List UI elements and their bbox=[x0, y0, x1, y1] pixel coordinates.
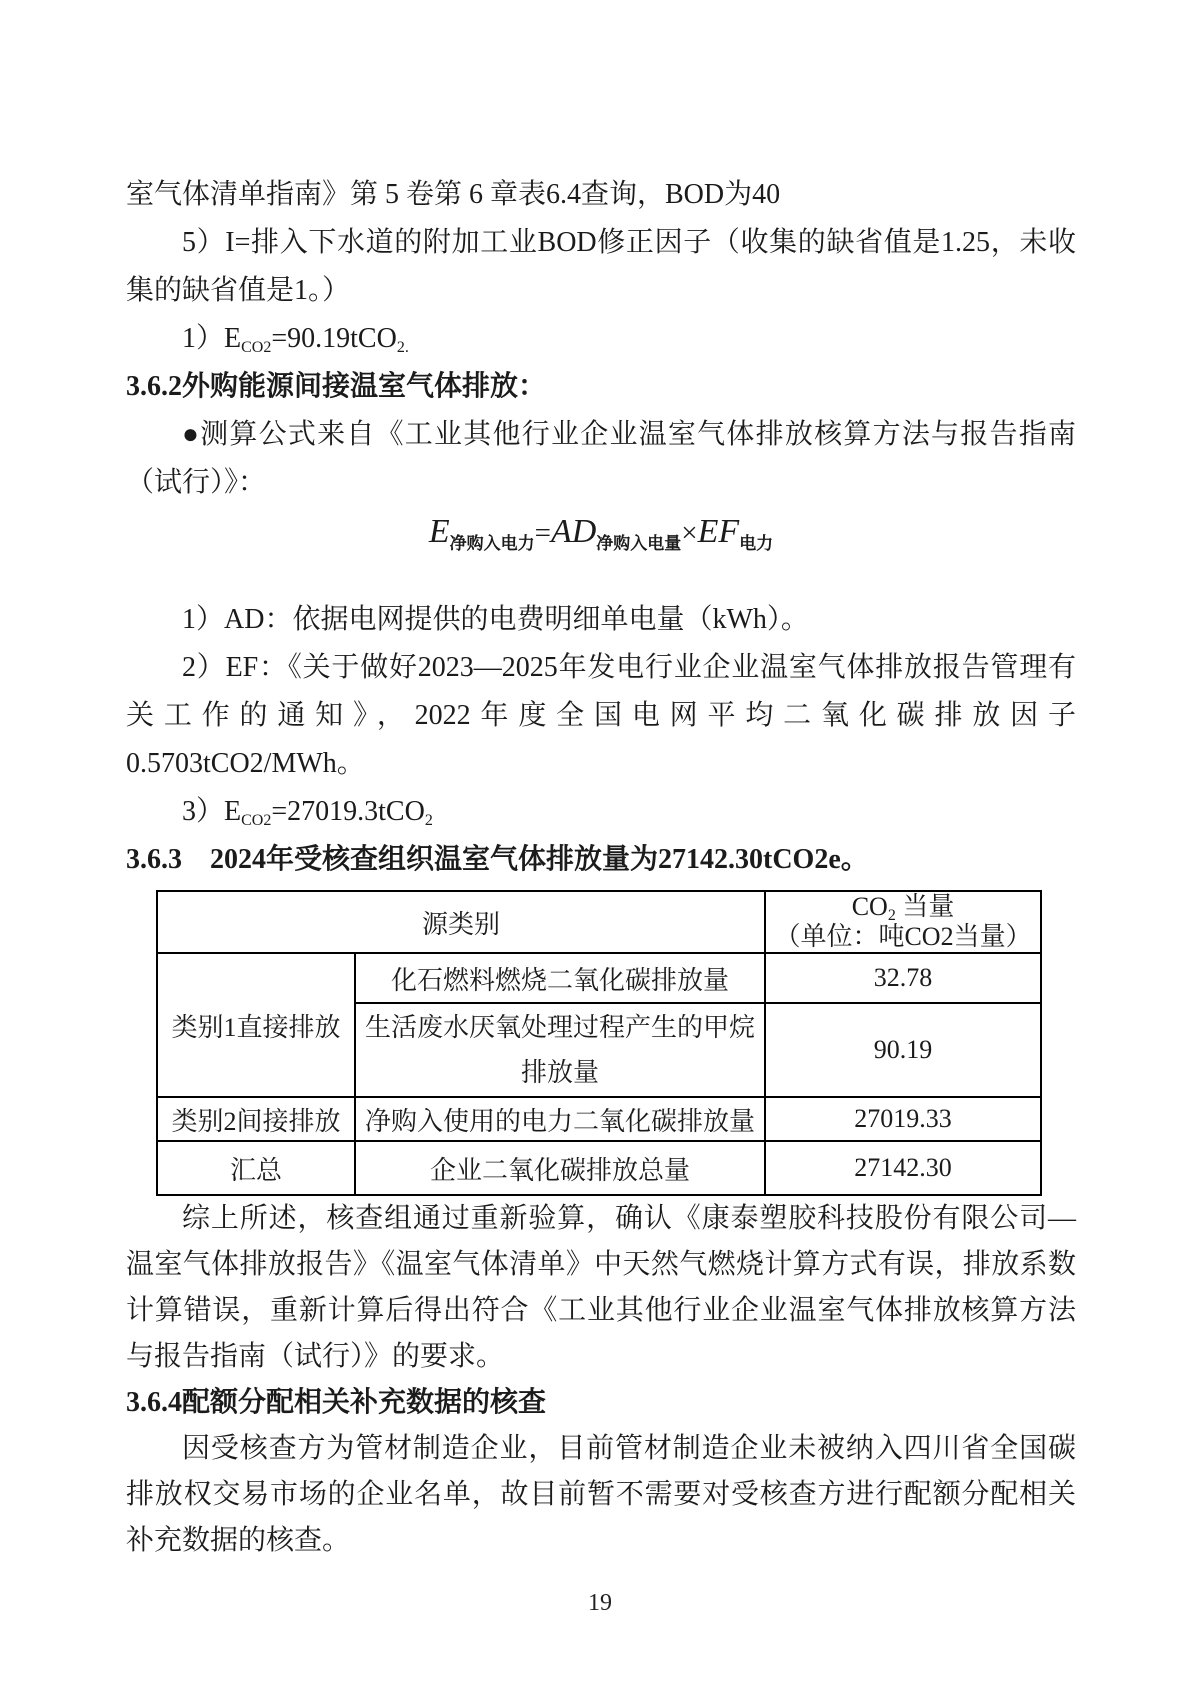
elec-result-label: 3） bbox=[182, 796, 225, 827]
section-heading-364: 3.6.4配额分配相关补充数据的核查 bbox=[126, 1387, 547, 1418]
list-item-ef-definition: 2）EF：《关于做好2023—2025年发电行业企业温室气体排放报告管理有关工作的通知》，2022年度全国电网平均二氧化碳排放因子0.5703tCO2/MWh。 bbox=[126, 652, 1076, 779]
table-header-co2-equivalent bbox=[765, 891, 1041, 953]
paragraph-formula-source: ●测算公式来自《工业其他行业企业温室气体排放核算方法与报告指南（试行）》： bbox=[126, 419, 1076, 498]
cell-value-purchased-electricity: 27019.33 bbox=[765, 1097, 1041, 1141]
cell-source-wastewater-methane: 生活废水厌氧处理过程产生的甲烷排放量 bbox=[355, 1003, 765, 1097]
ch4-result-value-subscript: 2. bbox=[396, 339, 409, 356]
co2-equivalent-title bbox=[772, 892, 1034, 922]
equation-lhs-symbol: E bbox=[428, 513, 450, 550]
list-item-electricity-result bbox=[126, 788, 1076, 836]
table-row bbox=[157, 953, 1041, 1003]
equation-ad-symbol: AD bbox=[550, 513, 597, 550]
elec-result-value-subscript: 2 bbox=[424, 812, 433, 829]
emissions-summary-table bbox=[156, 890, 1042, 1196]
equation-multiply-sign: × bbox=[681, 517, 698, 549]
ch4-result-value: =90.19tCO bbox=[271, 323, 397, 354]
table-header-row bbox=[157, 891, 1041, 953]
page-content bbox=[126, 171, 1076, 1564]
cell-category-total: 汇总 bbox=[157, 1141, 355, 1195]
co2-label-pre: CO bbox=[851, 892, 888, 921]
co2-label-post: 当量 bbox=[895, 892, 955, 921]
equation-ef-subscript: 电力 bbox=[739, 534, 774, 553]
page-number: 19 bbox=[588, 1590, 612, 1616]
paragraph-carryover: 室气体清单指南》第 5 卷第 6 章表6.4查询，BOD为40 bbox=[126, 179, 781, 210]
table-header-source-category: 源类别 bbox=[157, 891, 765, 953]
co2-equivalent-unit: （单位：吨CO2当量） bbox=[774, 922, 1032, 951]
ch4-result-symbol: E bbox=[224, 323, 242, 354]
cell-source-total: 企业二氧化碳排放总量 bbox=[355, 1141, 765, 1195]
table-row bbox=[157, 1097, 1041, 1141]
equation-net-purchased-electricity bbox=[126, 513, 1076, 563]
ch4-result-symbol-subscript: CO2 bbox=[241, 339, 272, 356]
ch4-result-label: 1） bbox=[182, 323, 225, 354]
cell-category-indirect: 类别2间接排放 bbox=[157, 1097, 355, 1141]
list-item-ch4-result bbox=[126, 315, 1076, 363]
section-heading-362: 3.6.2外购能源间接温室气体排放： bbox=[126, 371, 547, 402]
cell-category-direct: 类别1直接排放 bbox=[157, 953, 355, 1097]
table-row bbox=[157, 1141, 1041, 1195]
equation-ef-symbol: EF bbox=[697, 513, 740, 550]
co2-label-subscript: 2 bbox=[887, 907, 896, 924]
paragraph-quota-allocation: 因受核查方为管材制造企业，目前管材制造企业未被纳入四川省全国碳排放权交易市场的企业名单，故目前暂不需要对受核查方进行配额分配相关补充数据的核查。 bbox=[126, 1433, 1076, 1556]
list-item-bod-factor: 5）I=排入下水道的附加工业BOD修正因子（收集的缺省值是1.25，未收集的缺省值是1。） bbox=[126, 227, 1076, 306]
cell-value-total: 27142.30 bbox=[765, 1141, 1041, 1195]
cell-value-fossil-fuel: 32.78 bbox=[765, 953, 1041, 1003]
section-heading-363: 3.6.3 2024年受核查组织温室气体排放量为27142.30tCO2e。 bbox=[126, 844, 869, 875]
elec-result-value: =27019.3tCO bbox=[271, 796, 425, 827]
cell-value-wastewater-methane: 90.19 bbox=[765, 1003, 1041, 1097]
cell-source-purchased-electricity: 净购入使用的电力二氧化碳排放量 bbox=[355, 1097, 765, 1141]
list-item-ad-definition: 1）AD：依据电网提供的电费明细单电量（kWh）。 bbox=[182, 604, 809, 635]
cell-source-fossil-fuel: 化石燃料燃烧二氧化碳排放量 bbox=[355, 953, 765, 1003]
elec-result-symbol: E bbox=[224, 796, 242, 827]
elec-result-symbol-subscript: CO2 bbox=[241, 812, 272, 829]
equation-ad-subscript: 净购入电量 bbox=[596, 534, 682, 553]
paragraph-summary: 综上所述，核查组通过重新验算，确认《康泰塑胶科技股份有限公司—温室气体排放报告》《温室气体清单》中天然气燃烧计算方式有误，排放系数计算错误，重新计算后得出符合《工业其他行业企业温室气体排放核算方法与报告指南（试行）》的要求。 bbox=[126, 1203, 1076, 1372]
equation-lhs-subscript: 净购入电力 bbox=[449, 534, 535, 553]
equation-equals-sign: = bbox=[534, 517, 551, 549]
